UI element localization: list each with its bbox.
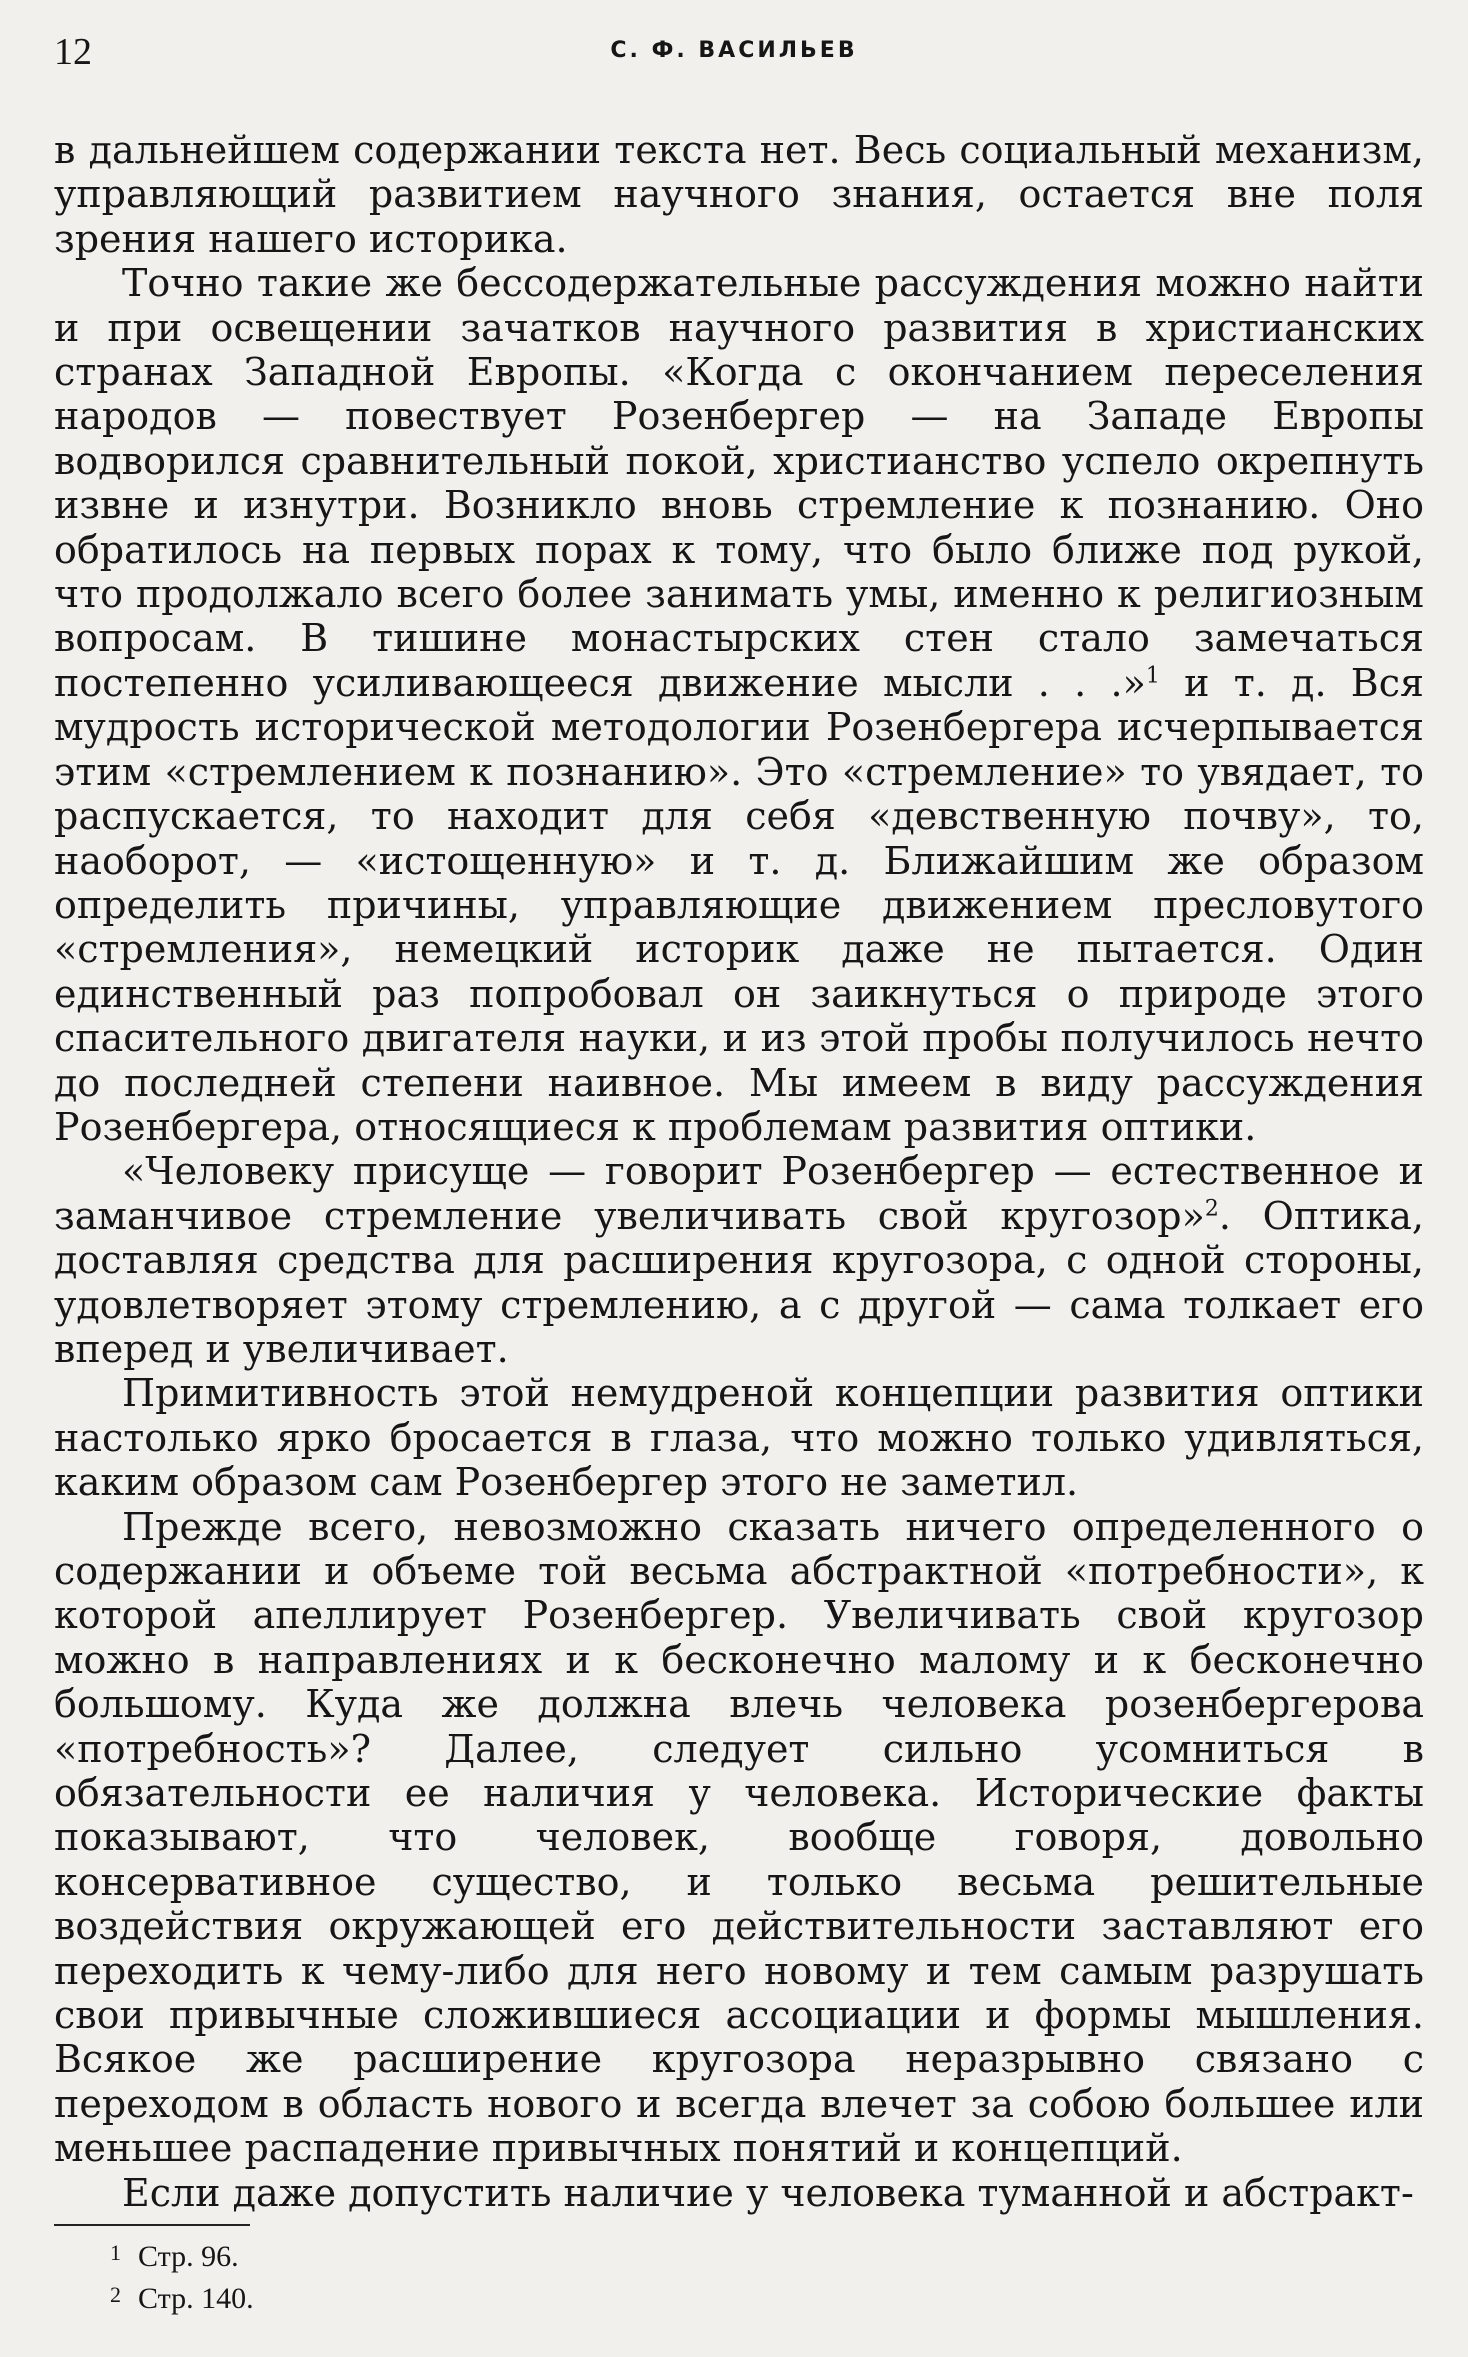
footnote-divider: [54, 2224, 250, 2226]
paragraph-text: Примитивность этой немудреной концепции развития оптики настолько ярко бросается в глаза, что можно только удивляться, каким образом сам Розенбергер этого не заметил.: [54, 1371, 1424, 1505]
paragraph-text: Если даже допустить наличие у человека туманной и абстракт-: [122, 2170, 1414, 2215]
paragraph-text: Точно такие же бессодержательные рассуждения можно найти и при освещении зачатков научного развития в христианских странах Западной Европы. «Когда с окончанием переселения народов — повествует Розенбергер — на Западе Европы водворился сравнительный покой, христианство успело окрепнуть извне и изнутри. Возникло вновь стремление к познанию. Оно обратилось на первых порах к тому, что было ближе под рукой, что продолжало всего более занимать умы, именно к религиозным вопросам. В тишине монастырских стен стало замечаться постепенно усиливающееся движение мысли . . .»: [54, 261, 1424, 705]
paragraph: [54, 1505, 1424, 2171]
paragraph-text: . Оптика, доставляя средства для расширения кругозора, с одной стороны, удовлетворяет этому стремлению, а с другой — сама толкает его вперед и увеличивает.: [54, 1193, 1424, 1371]
paragraph-text: в дальнейшем содержании текста нет. Весь социальный механизм, управляющий развитием научного знания, остается вне поля зрения нашего историка.: [54, 128, 1424, 261]
paragraph: [54, 1149, 1424, 1371]
footnote-mark: 1: [110, 2240, 121, 2265]
footnote-reference: 1: [1145, 663, 1160, 689]
paragraph: [54, 1371, 1424, 1504]
footnote: [110, 2234, 254, 2276]
main-text: [54, 128, 1424, 2215]
page-number: 12: [54, 31, 92, 73]
footnote-text: Стр. 96.: [138, 2240, 239, 2273]
paragraph: [54, 261, 1424, 1149]
footnote-reference: 2: [1204, 1196, 1219, 1222]
page-header: [54, 30, 1414, 80]
paragraph: [54, 128, 1424, 261]
running-head: С. Ф. ВАСИЛЬЕВ: [610, 38, 858, 63]
footnotes: [110, 2234, 254, 2318]
paragraph-text: Прежде всего, невозможно сказать ничего определенного о содержании и объеме той весьма абстрактной «потребности», к которой апеллирует Розенбергер. Увеличивать свой кругозор можно в направлениях и к бесконечно малому и к бесконечно большому. Куда же должна влечь человека розенбергерова «потребность»? Далее, следует сильно усомниться в обязательности ее наличия у человека. Исторические факты показывают, что человек, вообще говоря, довольно консервативное существо, и только весьма решительные воздействия окружающей его действительности заставляют его переходить к чему-либо для него новому и тем самым разрушать свои привычные сложившиеся ассоциации и формы мышления. Всякое же расширение кругозора неразрывно связано с переходом в область нового и всегда влечет за собою большее или меньшее распадение привычных понятий и концепций.: [54, 1504, 1424, 2171]
footnote-text: Стр. 140.: [138, 2282, 254, 2315]
paragraph: [54, 2171, 1424, 2215]
paragraph-text: «Человеку присуще — говорит Розенбергер — естественное и заманчивое стремление увеличивать свой кругозор»: [54, 1149, 1424, 1238]
footnote-mark: 2: [110, 2282, 121, 2307]
footnote: [110, 2276, 254, 2318]
paragraph-text: и т. д. Вся мудрость исторической методологии Розенбергера исчерпывается этим «стремлением к познанию». Это «стремление» то увядает, то распускается, то находит для себя «девственную почву», то, наоборот, — «истощенную» и т. д. Ближайшим же образом определить причины, управляющие движением пресловутого «стремления», немецкий историк даже не пытается. Один единственный раз попробовал он заикнуться о природе этого спасительного двигателя науки, и из этой пробы получилось нечто до последней степени наивное. Мы имеем в виду рассуждения Розенбергера, относящиеся к проблемам развития оптики.: [54, 660, 1424, 1149]
